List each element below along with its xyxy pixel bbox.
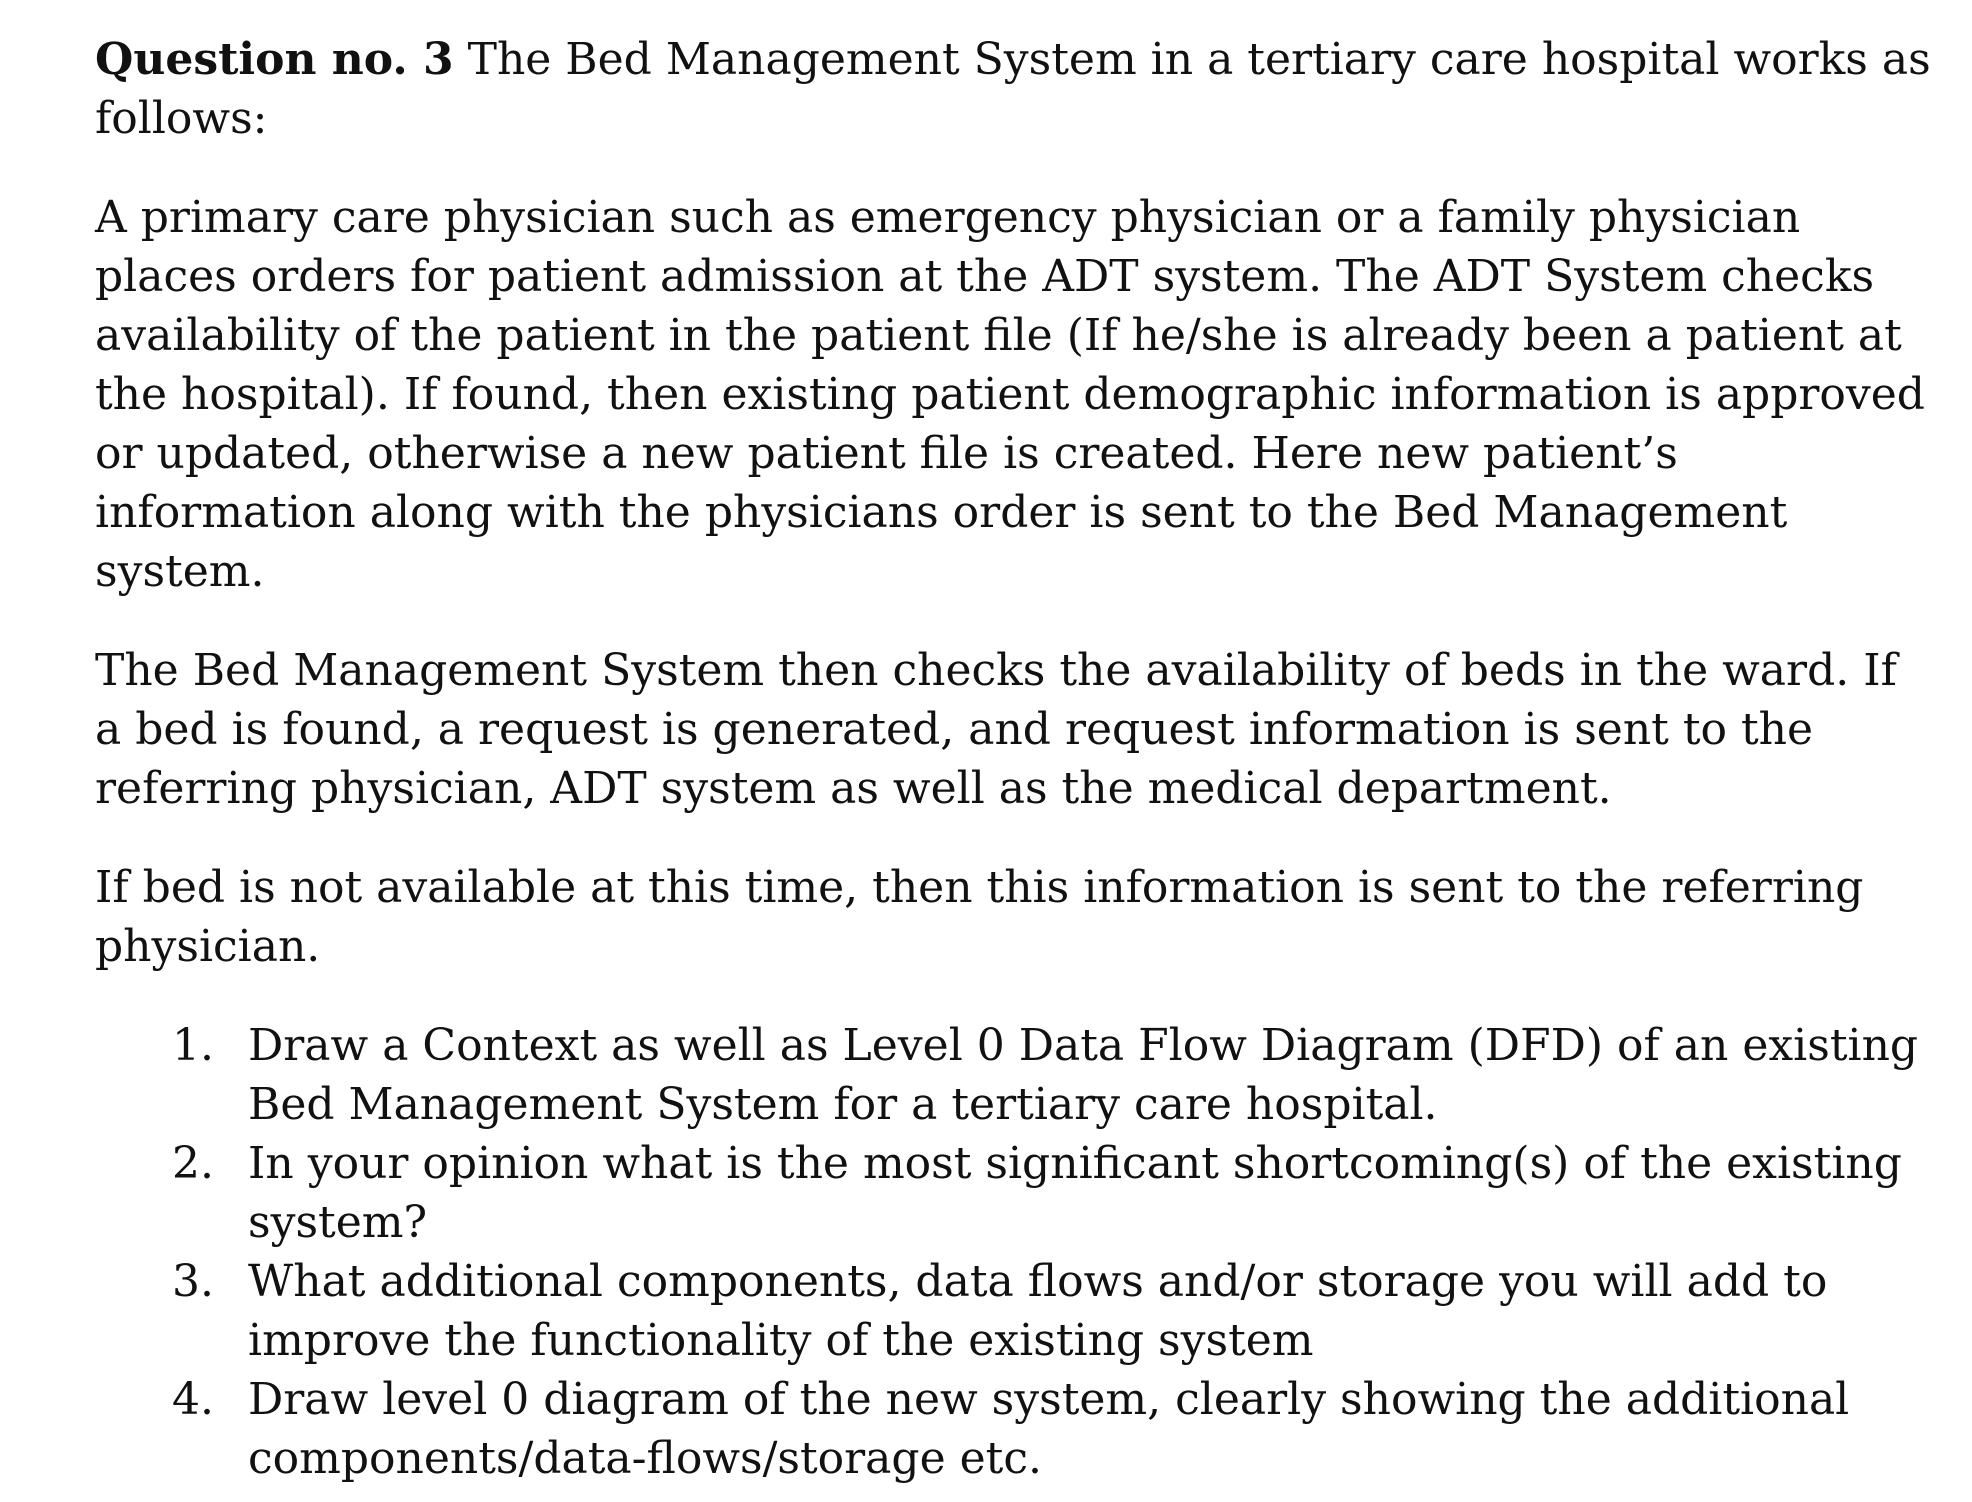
paragraph-bed-availability: The Bed Management System then checks the availability of beds in the ward. If a bed is found, a request is generated, and request information is sent to the referring physician, ADT system as well as the medical department.	[95, 645, 1897, 814]
task-number: 2.	[172, 1138, 214, 1189]
paragraph-adt-process: A primary care physician such as emergency physician or a family physician places orders for patient admission at the ADT system. The ADT System checks availability of the patient in the patient file (If he/she is already been a patient at the hospital). If found, then existing patient demographic information is approved or updated, otherwise a new patient file is created. Here new patient’s information along with the physicians order is sent to the Bed Management system.	[95, 192, 1925, 597]
task-text: What additional components, data flows and/or storage you will add to improve the functionality of the existing system	[248, 1256, 1828, 1366]
task-number: 3.	[172, 1256, 214, 1307]
task-list	[95, 1016, 1935, 1488]
task-item	[95, 1252, 1935, 1370]
task-number: 4.	[172, 1374, 214, 1425]
question-document	[95, 30, 1935, 1488]
task-number: 1.	[172, 1020, 214, 1071]
task-item	[95, 1134, 1935, 1252]
paragraph-bed-unavailable: If bed is not available at this time, then this information is sent to the referring physician.	[95, 862, 1864, 972]
question-label: Question no. 3	[95, 34, 454, 85]
task-text: Draw level 0 diagram of the new system, clearly showing the additional components/data-flows/storage etc.	[248, 1374, 1850, 1484]
task-item	[95, 1016, 1935, 1134]
task-text: Draw a Context as well as Level 0 Data Flow Diagram (DFD) of an existing Bed Management System for a tertiary care hospital.	[248, 1020, 1919, 1130]
question-heading	[95, 30, 1935, 148]
question-intro: The Bed Management System in a tertiary care hospital works as follows:	[95, 34, 1931, 144]
task-text: In your opinion what is the most significant shortcoming(s) of the existing system?	[248, 1138, 1902, 1248]
task-item	[95, 1370, 1935, 1488]
